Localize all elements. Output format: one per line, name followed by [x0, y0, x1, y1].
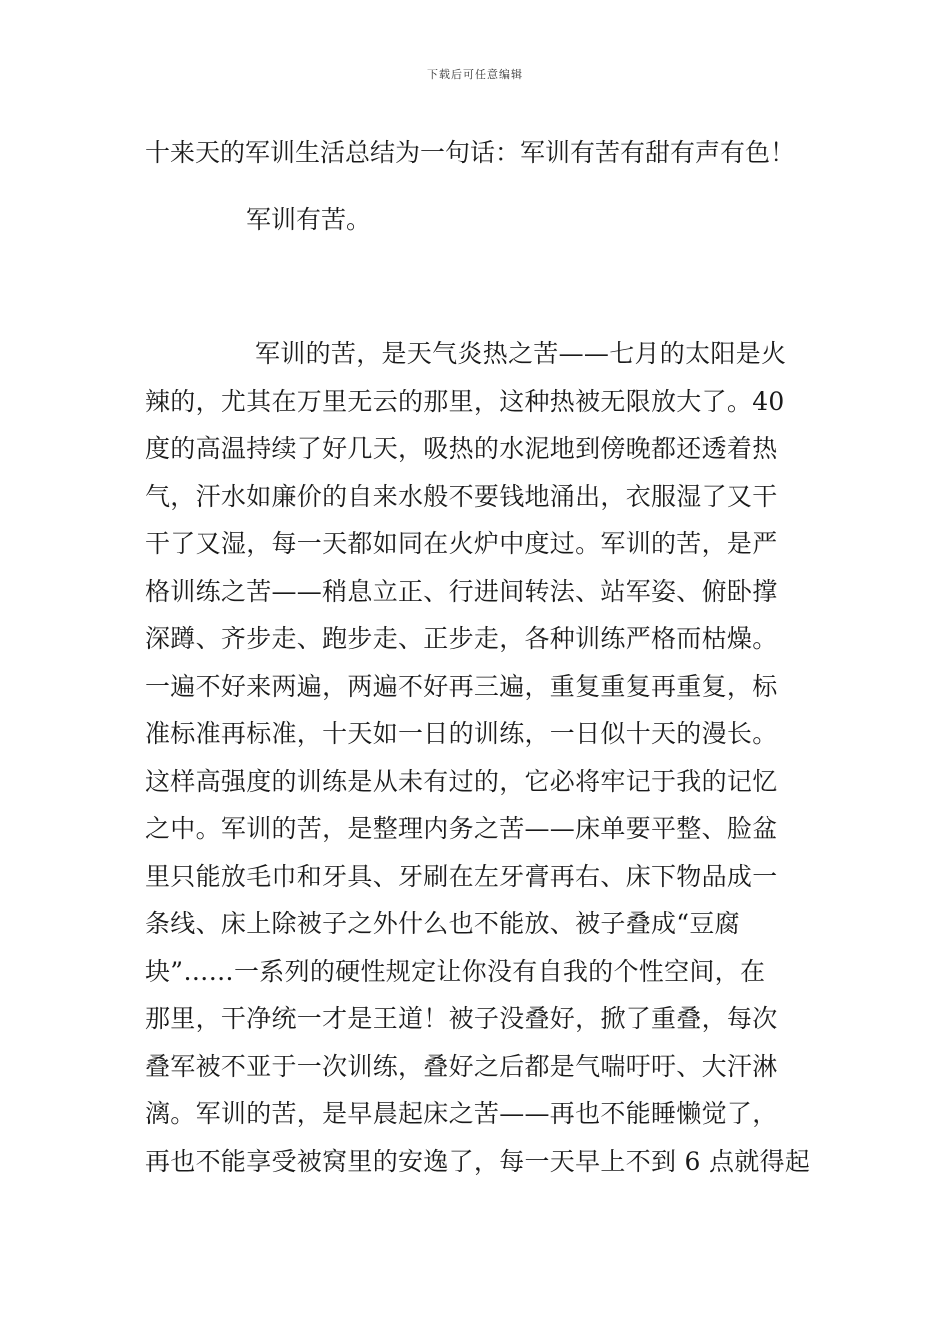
paragraph-line: 格训练之苦——稍息立正、行进间转法、站军姿、俯卧撑	[145, 576, 778, 606]
paragraph-line: 一遍不好来两遍，两遍不好再三遍，重复重复再重复，标	[145, 671, 778, 701]
paragraph-line: 之中。军训的苦，是整理内务之苦——床单要平整、脸盆	[145, 814, 778, 843]
paragraph-line: 准标准再标准，十天如一日的训练，一日似十天的漫长。	[145, 719, 778, 748]
body-paragraph	[145, 330, 810, 1185]
section-heading: 军训有苦。	[246, 205, 372, 234]
summary-line: 十来天的军训生活总结为一句话：军训有苦有甜有声有色！	[145, 138, 796, 167]
paragraph-line: 气，汗水如廉价的自来水般不要钱地涌出，衣服湿了又干	[145, 481, 778, 511]
paragraph-line: 块”……一系列的硬性规定让你没有自我的个性空间，在	[145, 956, 766, 986]
paragraph-line: 辣的，尤其在万里无云的那里，这种热被无限放大了。40	[145, 386, 785, 416]
paragraph-line: 军训的苦，是天气炎热之苦——七月的太阳是火	[255, 339, 787, 368]
paragraph-line: 深蹲、齐步走、跑步走、正步走，各种训练严格而枯燥。	[145, 624, 778, 653]
paragraph-line: 这样高强度的训练是从未有过的，它必将牢记于我的记忆	[145, 766, 778, 796]
header-note: 下载后可任意编辑	[427, 68, 523, 81]
paragraph-line: 叠军被不亚于一次训练，叠好之后都是气喘吁吁、大汗淋	[145, 1051, 778, 1081]
paragraph-line: 度的高温持续了好几天，吸热的水泥地到傍晚都还透着热	[145, 434, 778, 463]
paragraph-line: 里只能放毛巾和牙具、牙刷在左牙膏再右、床下物品成一	[145, 861, 778, 891]
paragraph-line: 干了又湿，每一天都如同在火炉中度过。军训的苦，是严	[145, 529, 778, 558]
paragraph-line: 漓。军训的苦，是早晨起床之苦——再也不能睡懒觉了，	[145, 1099, 778, 1128]
paragraph-line: 条线、床上除被子之外什么也不能放、被子叠成“豆腐	[145, 909, 740, 938]
paragraph-line: 那里，干净统一才是王道！被子没叠好，掀了重叠，每次	[145, 1004, 778, 1033]
paragraph-line: 再也不能享受被窝里的安逸了，每一天早上不到 6 点就得起	[145, 1146, 811, 1176]
